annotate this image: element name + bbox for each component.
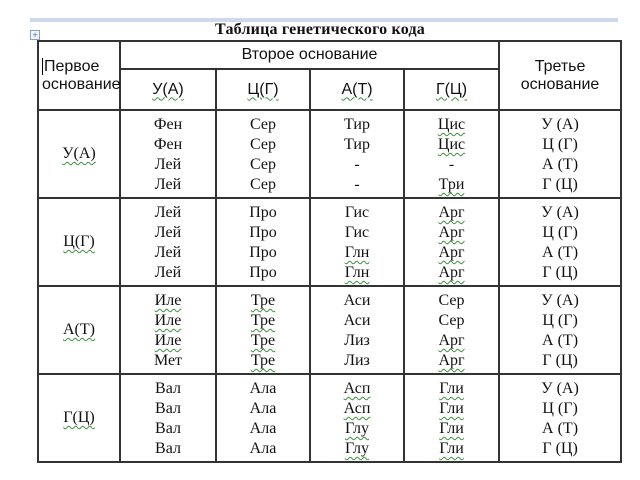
amino-acid: Арг xyxy=(438,352,465,369)
amino-acid: Арг xyxy=(438,264,465,281)
amino-acid-cell xyxy=(120,198,216,286)
amino-acid: Гис xyxy=(344,204,370,221)
codon-group-row xyxy=(38,198,621,286)
third-base-cell xyxy=(499,198,621,286)
amino-acid: Глн xyxy=(344,244,370,261)
third-base-value: Ц (Г) xyxy=(542,224,578,241)
amino-acid-cell xyxy=(404,198,499,286)
amino-acid: Тре xyxy=(250,352,276,369)
codon-group-row xyxy=(38,374,621,462)
second-base-header: Второе основание xyxy=(120,41,499,69)
amino-acid: Лиз xyxy=(344,352,370,369)
amino-acid: Сер xyxy=(438,312,465,329)
amino-acid-cell xyxy=(216,198,310,286)
amino-acid: Асп xyxy=(343,380,371,397)
first-base-label: А(Т) xyxy=(63,321,95,338)
third-base-value: Г (Ц) xyxy=(542,440,578,457)
amino-acid-cell xyxy=(120,374,216,462)
amino-acid: Глн xyxy=(344,264,370,281)
amino-acid: Аси xyxy=(343,312,371,329)
first-base-header-label: Первое основание xyxy=(42,57,121,93)
first-base-cell xyxy=(38,286,120,374)
third-base-cell xyxy=(499,374,621,462)
second-base-col-label: А(Т) xyxy=(341,80,373,98)
amino-acid: Тре xyxy=(250,312,276,329)
first-base-label: У(А) xyxy=(62,145,96,162)
amino-acid-cell xyxy=(404,374,499,462)
amino-acid: Тир xyxy=(344,116,370,133)
amino-acid: Три xyxy=(438,176,465,193)
amino-acid: Гли xyxy=(439,400,464,417)
amino-acid: Сер xyxy=(250,176,276,193)
amino-acid: Вал xyxy=(155,380,181,397)
page-title: Таблица генетического кода xyxy=(215,21,425,38)
third-base-value: Ц (Г) xyxy=(542,400,578,417)
amino-acid: Сер xyxy=(438,292,465,309)
second-base-col-g xyxy=(404,69,499,110)
amino-acid: Иле xyxy=(154,292,182,309)
amino-acid: Цис xyxy=(437,116,466,133)
third-base-value: А (Т) xyxy=(542,332,579,349)
amino-acid: Тре xyxy=(250,292,276,309)
amino-acid: Мет xyxy=(153,352,183,369)
second-base-col-c xyxy=(216,69,310,110)
amino-acid: Лей xyxy=(154,176,182,193)
amino-acid-cell xyxy=(310,198,404,286)
third-base-value: А (Т) xyxy=(542,420,579,437)
header-row xyxy=(38,41,621,69)
amino-acid: Арг xyxy=(438,224,465,241)
amino-acid: Сер xyxy=(250,156,276,173)
amino-acid: Гли xyxy=(439,440,464,457)
amino-acid-cell xyxy=(310,110,404,198)
amino-acid-cell xyxy=(120,286,216,374)
amino-acid-cell xyxy=(404,286,499,374)
third-base-cell xyxy=(499,110,621,198)
amino-acid: Про xyxy=(249,244,277,261)
amino-acid-cell xyxy=(310,374,404,462)
amino-acid: Лиз xyxy=(344,332,370,349)
amino-acid: Гис xyxy=(344,224,370,241)
amino-acid: Гли xyxy=(439,420,464,437)
amino-acid: Сер xyxy=(250,136,276,153)
amino-acid: Лей xyxy=(154,264,182,281)
amino-acid: Цис xyxy=(437,136,466,153)
third-base-value: У (А) xyxy=(541,204,579,221)
amino-acid-cell xyxy=(216,286,310,374)
amino-acid: Про xyxy=(249,224,277,241)
amino-acid: Сер xyxy=(250,116,276,133)
table-anchor-icon[interactable]: + xyxy=(30,30,40,40)
third-base-value: Ц (Г) xyxy=(542,312,578,329)
amino-acid-cell xyxy=(216,374,310,462)
first-base-cell xyxy=(38,198,120,286)
genetic-code-table xyxy=(37,40,622,463)
first-base-cell xyxy=(38,110,120,198)
amino-acid: Иле xyxy=(154,332,182,349)
amino-acid: Вал xyxy=(155,400,181,417)
first-base-label: Г(Ц) xyxy=(63,409,95,426)
third-base-value: Г (Ц) xyxy=(542,352,578,369)
amino-acid: Ала xyxy=(249,420,277,437)
second-base-col-label: Г(Ц) xyxy=(435,80,468,98)
amino-acid: Гли xyxy=(439,380,464,397)
amino-acid: - xyxy=(448,156,455,173)
amino-acid: Лей xyxy=(154,204,182,221)
third-base-value: Г (Ц) xyxy=(542,264,578,281)
third-base-value: У (А) xyxy=(541,116,579,133)
amino-acid: Ала xyxy=(249,380,277,397)
amino-acid: Глу xyxy=(344,440,370,457)
third-base-value: Г (Ц) xyxy=(542,176,578,193)
first-base-header xyxy=(38,41,120,110)
codon-groups xyxy=(38,110,621,462)
third-base-cell xyxy=(499,286,621,374)
amino-acid: Фен xyxy=(153,136,183,153)
amino-acid: Иле xyxy=(154,312,182,329)
amino-acid-cell xyxy=(216,110,310,198)
amino-acid-cell xyxy=(120,110,216,198)
amino-acid-cell xyxy=(310,286,404,374)
amino-acid: Про xyxy=(249,204,277,221)
amino-acid: Лей xyxy=(154,224,182,241)
second-base-col-u xyxy=(120,69,216,110)
amino-acid: Арг xyxy=(438,204,465,221)
third-base-header: Третье основание xyxy=(499,41,621,110)
amino-acid-cell xyxy=(404,110,499,198)
amino-acid: Про xyxy=(249,264,277,281)
amino-acid: Тре xyxy=(250,332,276,349)
amino-acid: Лей xyxy=(154,156,182,173)
amino-acid: Тир xyxy=(344,136,370,153)
third-base-value: У (А) xyxy=(541,292,579,309)
amino-acid: Арг xyxy=(438,244,465,261)
second-base-col-a xyxy=(310,69,404,110)
amino-acid: - xyxy=(354,176,360,193)
codon-group-row xyxy=(38,110,621,198)
third-base-value: А (Т) xyxy=(542,244,579,261)
amino-acid: - xyxy=(354,156,360,173)
third-base-value: У (А) xyxy=(541,380,579,397)
amino-acid: Лей xyxy=(154,244,182,261)
amino-acid: Асп xyxy=(343,400,371,417)
amino-acid: Вал xyxy=(155,440,181,457)
amino-acid: Вал xyxy=(155,420,181,437)
first-base-label: Ц(Г) xyxy=(63,233,95,250)
amino-acid: Ала xyxy=(249,400,277,417)
amino-acid: Глу xyxy=(344,420,370,437)
second-base-col-label: У(А) xyxy=(152,80,184,98)
first-base-cell xyxy=(38,374,120,462)
amino-acid: Арг xyxy=(438,332,465,349)
second-base-col-label: Ц(Г) xyxy=(247,80,279,98)
third-base-value: А (Т) xyxy=(542,156,579,173)
third-base-value: Ц (Г) xyxy=(542,136,578,153)
amino-acid: Аси xyxy=(343,292,371,309)
amino-acid: Фен xyxy=(153,116,183,133)
amino-acid: Ала xyxy=(249,440,277,457)
codon-group-row xyxy=(38,286,621,374)
